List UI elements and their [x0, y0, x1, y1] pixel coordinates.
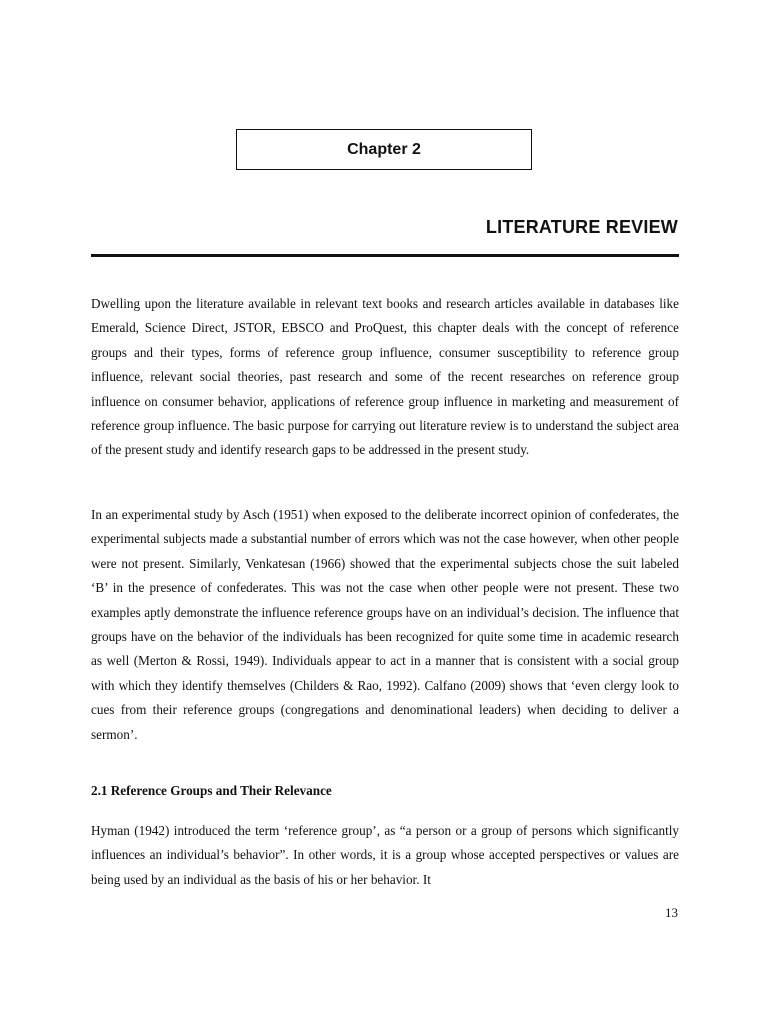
- subsection-paragraph: Hyman (1942) introduced the term ‘reference group’, as “a person or a group of persons which significantly influences an individual’s behavior”. In other words, it is a group whose accepted perspectives or values are being used by an individual as the basis of his or her behavior. It: [91, 823, 679, 887]
- body-paragraph: In an experimental study by Asch (1951) when exposed to the deliberate incorrect opinion of confederates, the experimental subjects made a substantial number of errors which was not the case however, when other people were not present. Similarly, Venkatesan (1966) showed that the experimental subjects chose the suit labeled ‘B’ in the presence of confederates. This was not the case when other people were not present. These two examples aptly demonstrate the influence reference groups have on an individual’s decision. The influence that groups have on the behavior of the individuals has been recognized for quite some time in academic research as well (Merton & Rossi, 1949). Individuals appear to act in a manner that is consistent with a social group with which they identify themselves (Childers & Rao, 1992). Calfano (2009) shows that ‘even clergy look to cues from their reference groups (congregations and denominational leaders) when deciding to deliver a sermon’.: [91, 507, 679, 742]
- heading-divider: [91, 254, 679, 257]
- chapter-title: LITERATURE REVIEW: [485, 217, 678, 237]
- page-number: 13: [665, 905, 678, 920]
- subsection-heading: 2.1 Reference Groups and Their Relevance: [91, 783, 332, 798]
- intro-paragraph: Dwelling upon the literature available in relevant text books and research articles available in databases like Emerald, Science Direct, JSTOR, EBSCO and ProQuest, this chapter deals with the concept of reference groups and their types, forms of reference group influence, consumer susceptibility to reference group influence, relevant social theories, past research and some of the recent researches on reference group influence on consumer behavior, applications of reference group influence in marketing and measurement of reference group influence. The basic purpose for carrying out literature review is to understand the subject area of the present study and identify research gaps to be addressed in the present study.: [91, 296, 679, 458]
- chapter-label: Chapter 2: [347, 140, 421, 158]
- chapter-label-box: [236, 129, 532, 170]
